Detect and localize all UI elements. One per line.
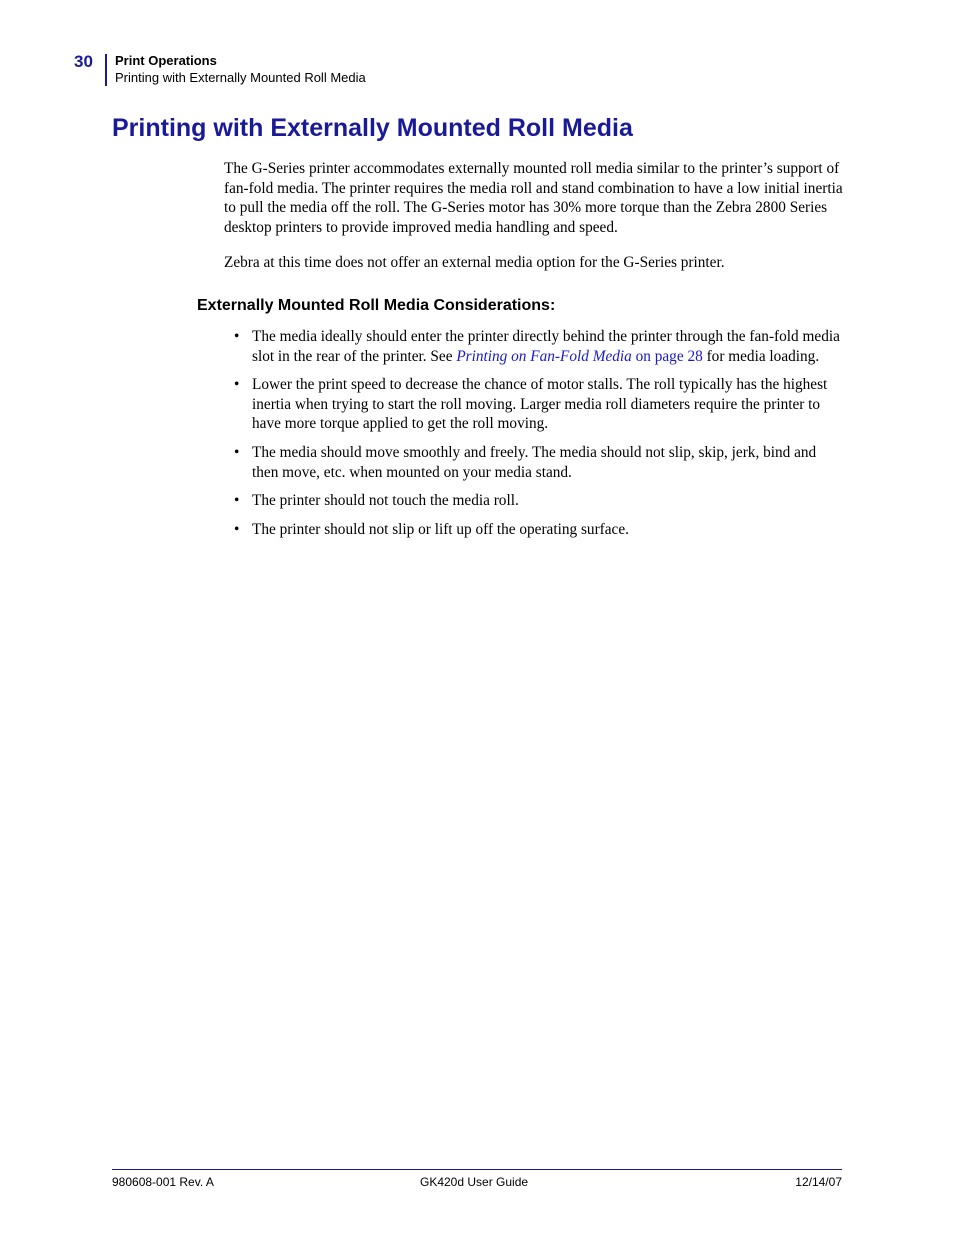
bullet-icon: • (234, 328, 240, 345)
bullet-icon: • (234, 443, 240, 461)
list-item-text: The media should move smoothly and freely. The media should not slip, skip, jerk, bind and then move, etc. when mounted on your media stand. (252, 443, 817, 481)
bullet-icon: • (234, 520, 240, 538)
availability-paragraph: Zebra at this time does not offer an external media option for the G-Series printer. (224, 254, 725, 271)
list-item (234, 491, 844, 511)
header-divider (105, 54, 107, 86)
link-title: Printing on Fan-Fold Media (456, 347, 632, 365)
section-title: Printing with Externally Mounted Roll Media (112, 114, 633, 142)
footer-divider (112, 1169, 842, 1170)
footer-guide-title: GK420d User Guide (420, 1175, 529, 1189)
footer-date: 12/14/07 (795, 1175, 842, 1189)
list-item (234, 375, 844, 434)
bullet-icon: • (234, 492, 240, 510)
intro-paragraph: The G-Series printer accommodates externally mounted roll media similar to the printer’s support of fan-fold media. The printer requires the media roll and stand combination to have a low initial inertia to pull the media off the roll. The G-Series motor has 30% more torque than the Zebra 2800 Series desktop printers to provide improved media handling and speed. (224, 160, 843, 236)
header-section: Printing with Externally Mounted Roll Media (115, 70, 366, 85)
considerations-list (234, 327, 844, 548)
list-item (234, 327, 844, 366)
considerations-heading: Externally Mounted Roll Media Considerations: (197, 297, 556, 314)
page-number: 30 (74, 52, 93, 71)
list-item (234, 443, 844, 482)
fan-fold-media-link[interactable] (456, 348, 702, 365)
footer-part-number: 980608-001 Rev. A (112, 1175, 214, 1189)
list-item-text: Lower the print speed to decrease the chance of motor stalls. The roll typically has the highest inertia when trying to start the roll moving. Larger media roll diameters require the printer to have more torque applied to get the roll moving. (252, 376, 828, 433)
list-item-text: The media ideally should enter the printer directly behind the printer through the fan-fold media slot in the rear of the printer. See (252, 328, 840, 365)
list-item-text: The printer should not touch the media roll. (252, 492, 519, 510)
list-item-text-after: for media loading. (702, 347, 820, 365)
link-page: on page 28 (631, 347, 703, 365)
header-chapter: Print Operations (115, 53, 217, 68)
list-item (234, 520, 844, 540)
list-item-text: The printer should not slip or lift up off the operating surface. (252, 520, 629, 538)
header-text (115, 52, 366, 86)
bullet-icon: • (234, 376, 240, 394)
